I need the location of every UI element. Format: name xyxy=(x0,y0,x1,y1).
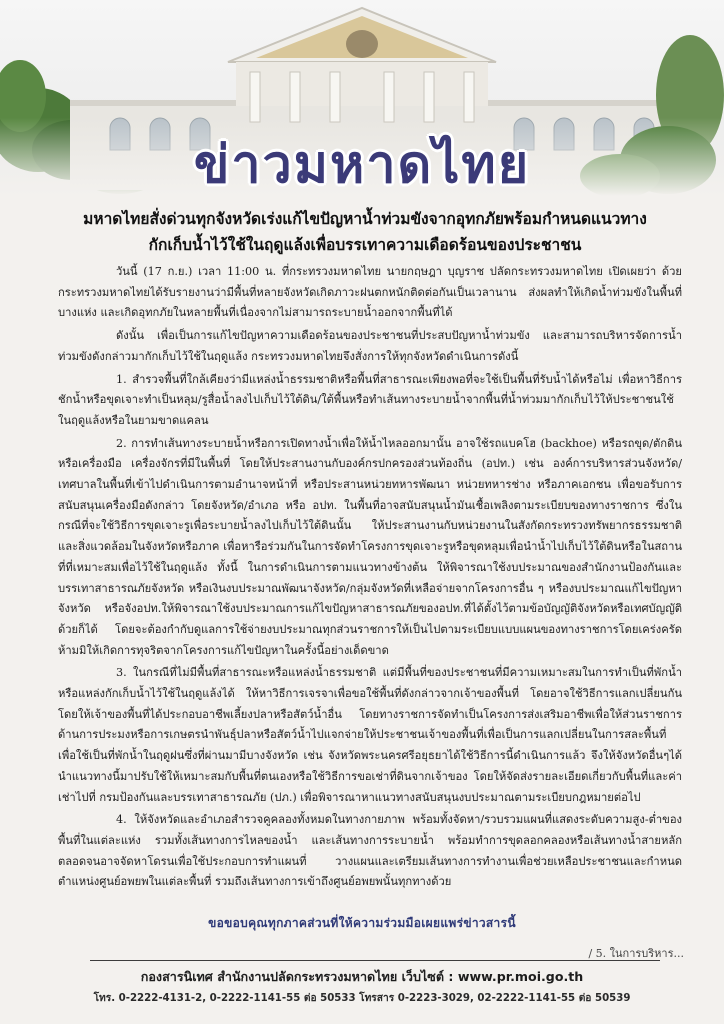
header-banner xyxy=(0,0,724,196)
headline-line-2: กักเก็บน้ำไว้ใช้ในฤดูแล้งเพื่อบรรเทาความเดือดร้อนของประชาชน xyxy=(148,236,582,254)
paragraph-item-4: 4. ให้จังหวัดและอำเภอสำรวจคูคลองทั้งหมดในทางกายภาพ พร้อมทั้งจัดหา/รวบรวมแผนที่แสดงระดับความสูง-ต่ำของพื้นที่ในแต่ละแห่ง รวมทั้งเส้นทางการไหลของน้ำ และเส้นทางการระบายน้ำ พร้อมทำการขุดลอกคลองหรือเส้นทางน้ำสายหลัก ตลอดจนอาจจัดหาโดรนเพื่อใช้ประกอบการทำแผนที่ วางแผนและเตรียมเส้นทางการทำงานเพื่อช่วยเหลือประชาชนและกำหนดตำแหน่งศูนย์อพยพในแต่ละพื้นที่ รวมถึงเส้นทางการเข้าถึงศูนย์อพยพนั้นทุกทางด้วย xyxy=(58,813,682,889)
footer-office-website: กองสารนิเทศ สำนักงานปลัดกระทรวงมหาดไทย เว็บไซต์ : www.pr.moi.go.th xyxy=(140,969,584,984)
paragraph-item-2: 2. การทำเส้นทางระบายน้ำหรือการเปิดทางน้ำเพื่อให้น้ำไหลออกมานั้น อาจใช้รถแบคโฮ (backhoe) หรือรถขุด/ตักดิน หรือเครื่องมือ เครื่องจักรที่มีในพื้นที่ โดยให้ประสานงานกับองค์กรปกครองส่วนท้องถิ่น (อปท.) เช่น องค์การบริหารส่วนจังหวัด/เทศบาลในพื้นที่เข้าไปดำเนินการตามอำนาจหน้าที่ หรือประสานหน่วยทหารพัฒนา หน่วยทหารช่าง หรือภาคเอกชน เพื่อขอรับการสนับสนุนเครื่องมือดังกล่าว โดยจังหวัด/อำเภอ หรือ อปท. ในพื้นที่อาจสนับสนุนน้ำมันเชื้อเพลิงตามระเบียบของทางราชการ ซึ่งในกรณีที่จะใช้วิธีการขุดเจาะรูเพื่อระบายน้ำลงไปเก็บไว้ใต้ดินนั้น ให้ประสานงานกับหน่วยงานในสังกัดกระทรวงทรัพยากรธรรมชาติและสิ่งแวดล้อมในจังหวัดหรือภาค เพื่อหารือร่วมกันในการจัดทำโครงการขุดเจาะรูหรือขุดหลุมเพื่อนำน้ำไปเก็บไว้ใต้ดินหรือในสถานที่ที่เหมาะสมเพื่อไว้ใช้ในฤดูแล้ง ทั้งนี้ ในการดำเนินการตามแนวทางข้างต้น ให้พิจารณาใช้งบประมาณของสำนักงานป้องกันและบรรเทาสาธารณภัยจังหวัด หรือเงินงบประมาณพัฒนาจังหวัด/กลุ่มจังหวัดที่เหลือจ่ายจากโครงการอื่น ๆ หรืองบประมาณแก้ไขปัญหาจังหวัด หรือจังอปท.ให้พิจารณาใช้งบประมาณการแก้ไขปัญหาสาธารณภัยของอปท.ที่ได้ตั้งไว้ตามข้อบัญญัติจังหวัดหรือเทศบัญญัติด้วยก็ได้ โดยจะต้องกำกับดูแลการใช้จ่ายงบประมาณทุกส่วนราชการให้เป็นไปตามระเบียบแบบแผนของทางราชการโดยเคร่งครัด ห้ามมิให้เกิดการทุจริตจากโครงการแก้ไขปัญหาในครั้งนี้อย่างเด็ดขาด xyxy=(58,436,682,657)
paragraph-item-1: 1. สำรวจพื้นที่ใกล้เคียงว่ามีแหล่งน้ำธรรมชาติหรือพื้นที่สาธารณะเพียงพอที่จะใช้เป็นพื้นที่รับน้ำได้หรือไม่ เพื่อหาวิธีการชักน้ำหรือขุดเจาะทำเป็นหลุม/รูสื่อน้ำลงไปเก็บไว้ใต้ดิน/ใต้พื้นหรือทำเส้นทางระบายน้ำจากพื้นที่น้ำท่วมมากักเก็บไว้ให้ประชาชนใช้ในฤดูแล้งหรือในยามขาดแคลน xyxy=(58,372,682,427)
paragraph-directive: ดังนั้น เพื่อเป็นการแก้ไขปัญหาความเดือดร้อนของประชาชนที่ประสบปัญหาน้ำท่วมขัง และสามารถบริหารจัดการน้ำท่วมขังดังกล่าวมากักเก็บไว้ใช้ในฤดูแล้ง กระทรวงมหาดไทยจึงสั่งการให้ทุกจังหวัดดำเนินการดังนี้ xyxy=(58,329,682,363)
continued-marker: / 5. ในการบริหาร... xyxy=(588,947,684,960)
headline xyxy=(50,206,680,258)
thank-you-banner: ขอขอบคุณทุกภาคส่วนที่ให้ความร่วมมือเผยแพร่ข่าวสารนี้ xyxy=(208,916,516,930)
footer-divider xyxy=(90,960,660,961)
paragraph-intro: วันนี้ (17 ก.ย.) เวลา 11:00 น. ที่กระทรวงมหาดไทย นายกฤษฎา บุญราช ปลัดกระทรวงมหาดไทย เปิดเผยว่า ด้วยกระทรวงมหาดไทยได้รับรายงานว่ามีพื้นที่หลายจังหวัดเกิดภาวะฝนตกหนักติดต่อกันเป็นเวลานาน ส่งผลทำให้เกิดน้ำท่วมขังในพื้นที่บางแห่ง และเกิดอุทกภัยในหลายพื้นที่เนื่องจากไม่สามารถระบายน้ำออกจากพื้นที่ได้ xyxy=(58,265,682,320)
masthead-title: ข่าวมหาดไทย xyxy=(193,135,531,195)
paragraph-item-3: 3. ในกรณีที่ไม่มีพื้นที่สาธารณะหรือแหล่งน้ำธรรมชาติ แต่มีพื้นที่ของประชาชนที่มีความเหมาะสมในการทำเป็นที่พักน้ำหรือแหล่งกักเก็บน้ำไว้ใช้ในฤดูแล้งได้ ให้หาวิธีการเจรจาเพื่อขอใช้พื้นที่ดังกล่าวจากเจ้าของพื้นที่ โดยอาจใช้วิธีการแลกเปลี่ยนกันโดยให้เจ้าของพื้นที่ได้ประกอบอาชีพเลี้ยงปลาหรือสัตว์น้ำอื่น โดยทางราชการจัดทำเป็นโครงการส่งเสริมอาชีพเพื่อให้ส่วนราชการด้านการประมงหรือการเกษตรนำพันธุ์ปลาหรือสัตว์น้ำไปแจกจ่ายให้ประชาชนเจ้าของพื้นที่เพื่อเป็นการแลกเปลี่ยนในการสละพื้นที่เพื่อใช้เป็นที่พักน้ำในฤดูฝนซึ่งที่ผ่านมามีบางจังหวัด เช่น จังหวัดพระนครศรีอยุธยาได้ใช้วิธีการนี้ดำเนินการแล้ว จึงให้จังหวัดอื่นๆได้นำแนวทางนี้มาปรับใช้ให้เหมาะสมกับพื้นที่ตนเองหรือใช้วิธีการขอเช่าที่ดินจากเจ้าของ โดยให้จัดส่งรายละเอียดเกี่ยวกับพื้นที่และค่าเช่าไปที่ กรมป้องกันและบรรเทาสาธารณภัย (ปภ.) เพื่อพิจารณาหาแนวทางสนับสนุนงบประมาณตามระเบียบกฎหมายต่อไป xyxy=(58,666,682,804)
footer-contact-numbers: โทร. 0-2222-4131-2, 0-2222-1141-55 ต่อ 50533 โทรสาร 0-2223-3029, 02-2222-1141-55 ต่อ 50539 xyxy=(93,993,631,1004)
headline-line-1: มหาดไทยสั่งด่วนทุกจังหวัดเร่งแก้ไขปัญหาน้ำท่วมขังจากอุทกภัยพร้อมกำหนดแนวทาง xyxy=(83,210,647,228)
article-body xyxy=(58,262,682,895)
